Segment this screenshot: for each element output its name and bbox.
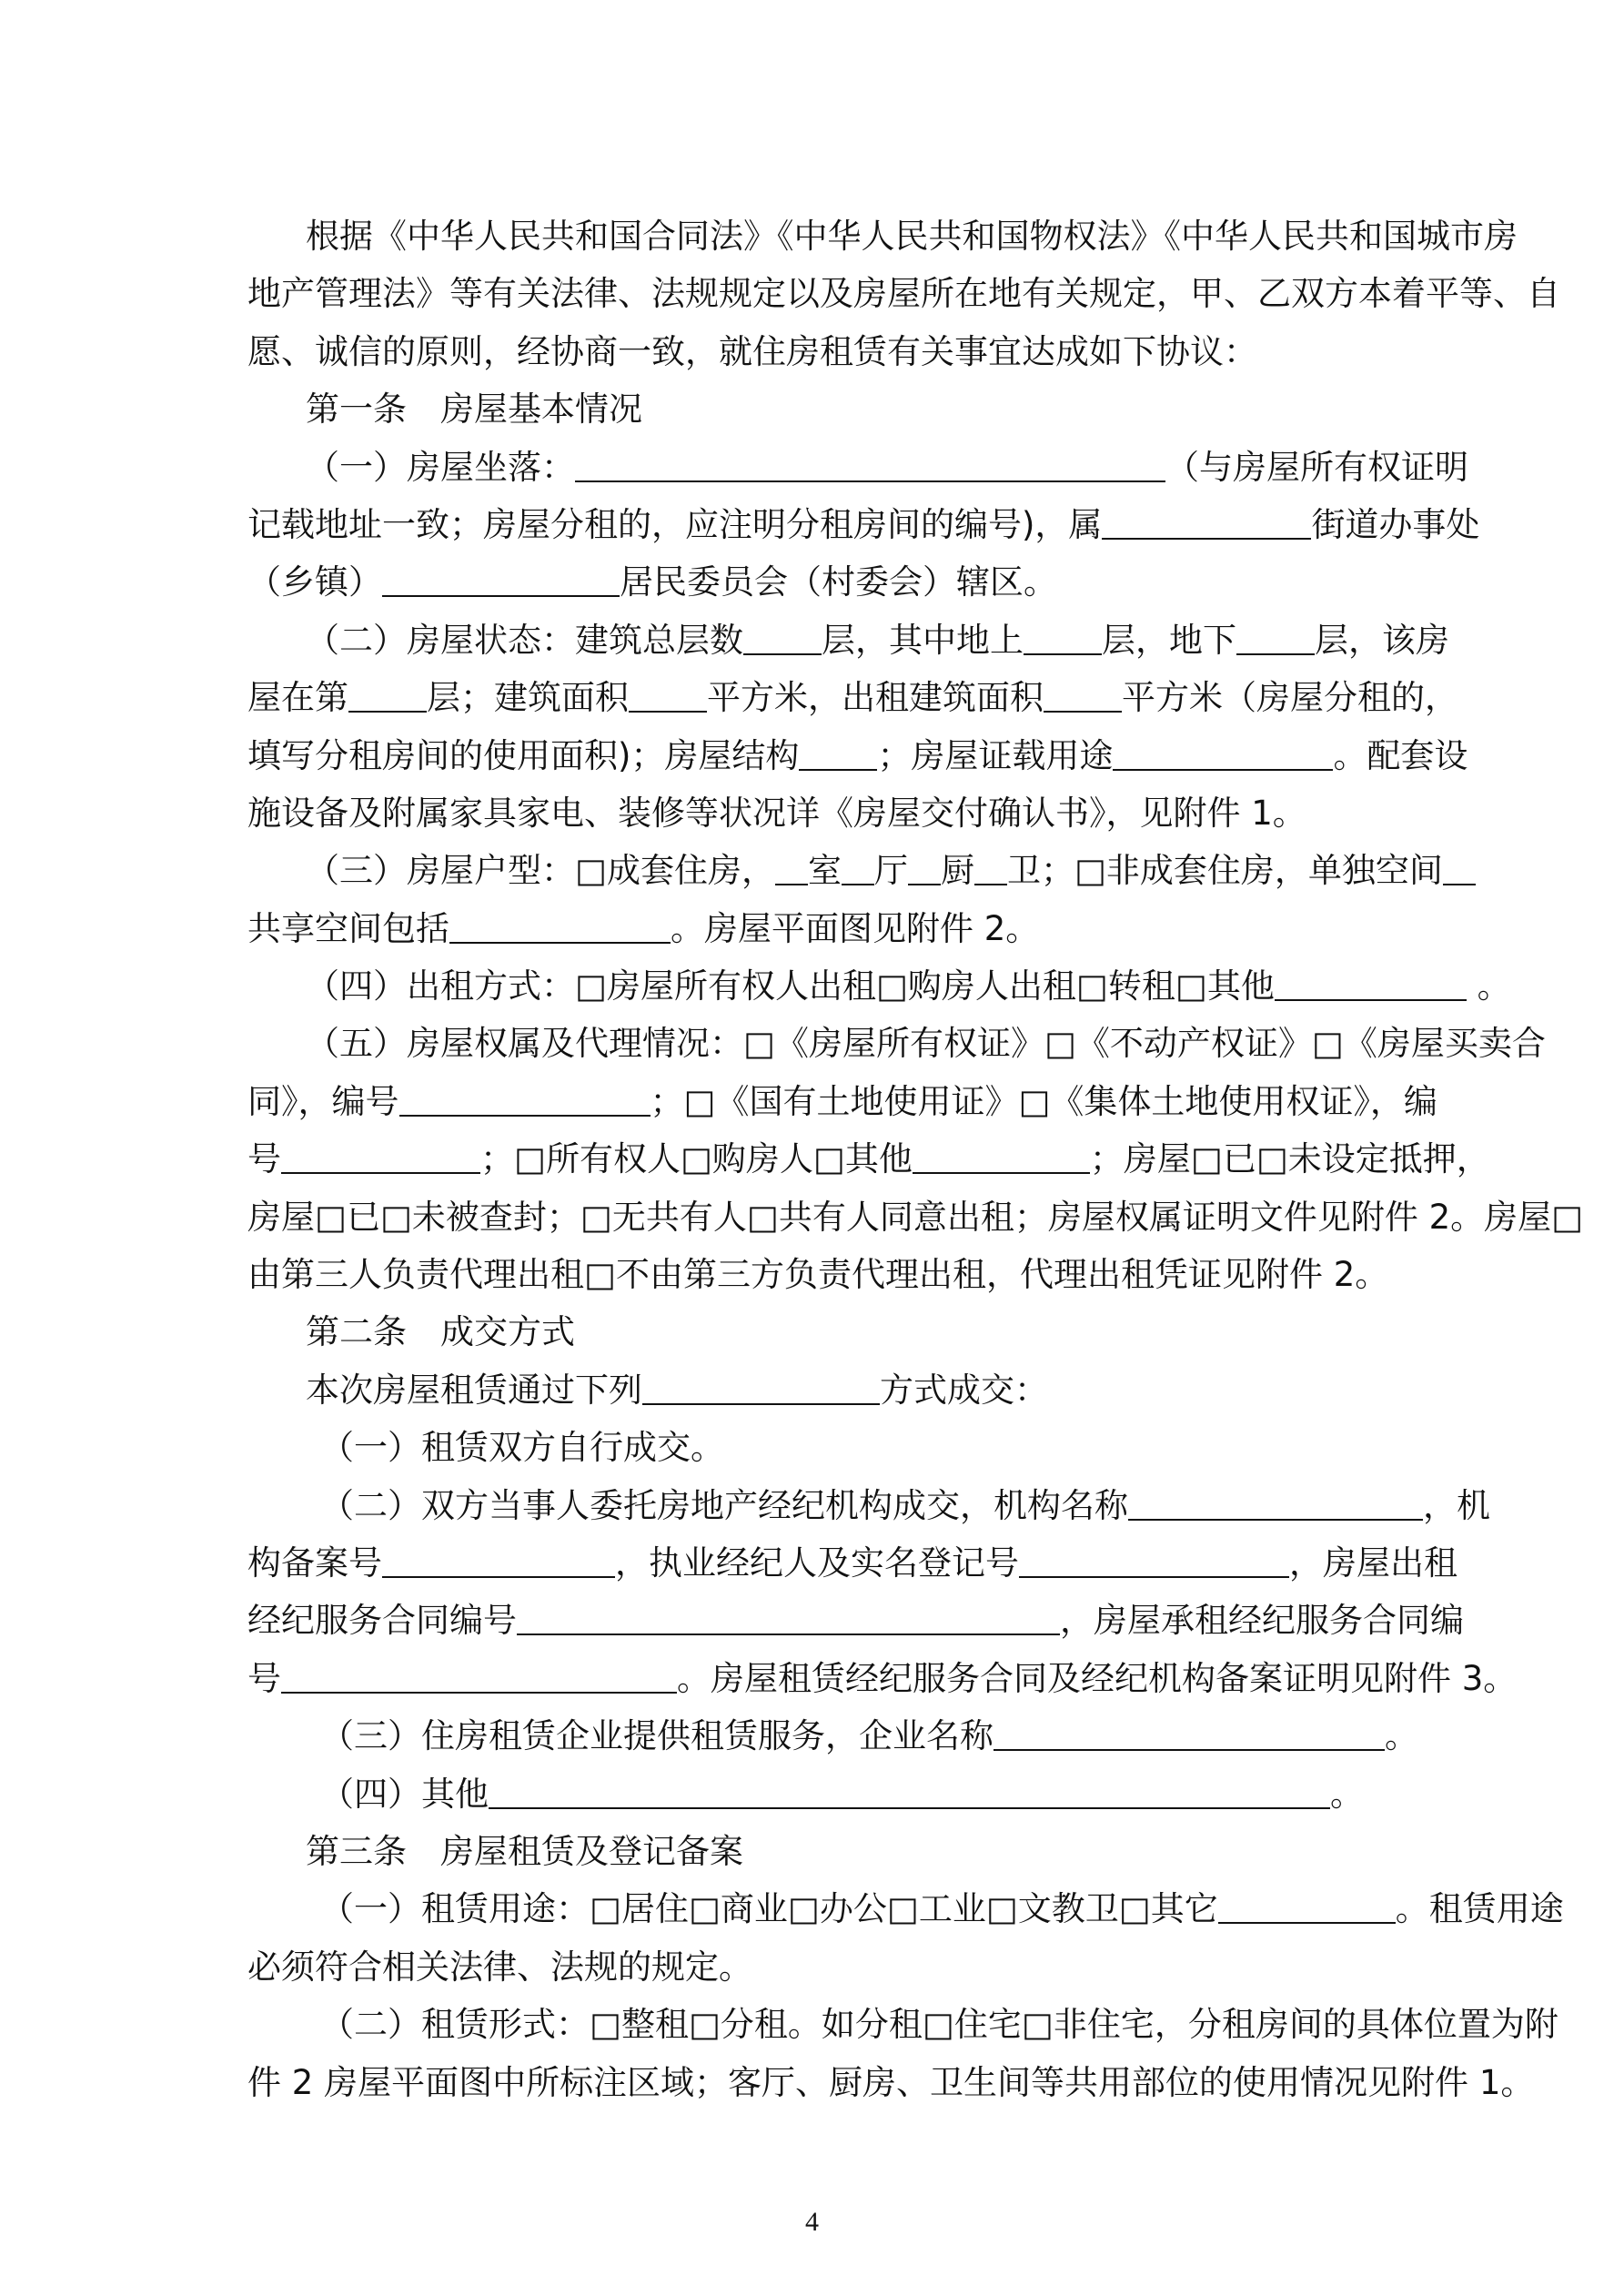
text: 同》，编号 xyxy=(247,1081,399,1121)
fill-blank[interactable] xyxy=(348,669,427,713)
fill-blank[interactable] xyxy=(517,1592,1060,1635)
paragraph-line xyxy=(247,1477,1490,1534)
fill-blank[interactable] xyxy=(1218,1880,1396,1924)
text: 。配套设 xyxy=(1333,735,1468,775)
paragraph-line xyxy=(247,1073,1437,1130)
paragraph-line xyxy=(247,207,1518,265)
fill-blank[interactable] xyxy=(281,1130,480,1174)
paragraph-line xyxy=(247,1419,1387,1476)
text: 。房屋平面图见附件 2。 xyxy=(671,908,1040,948)
text: 号 xyxy=(247,1139,281,1179)
fill-blank[interactable] xyxy=(449,900,671,944)
contract-page-body xyxy=(247,207,1584,2111)
text: 经纪服务合同编号 xyxy=(247,1601,517,1641)
text: 。租赁用途 xyxy=(1395,1889,1564,1929)
paragraph-line xyxy=(247,1246,1387,1303)
text: 层，其中地上 xyxy=(822,620,1024,660)
paragraph-line xyxy=(247,1130,1490,1188)
fill-blank[interactable] xyxy=(842,842,874,885)
fill-blank[interactable] xyxy=(1236,612,1315,655)
fill-blank-subdistrict[interactable] xyxy=(1102,496,1311,540)
text: ；□《国有土地使用证》□《集体土地使用权证》，编 xyxy=(650,1081,1437,1121)
text: （三）住房租赁企业提供租赁服务，企业名称 xyxy=(320,1716,994,1756)
fill-blank[interactable] xyxy=(281,1650,677,1694)
text: 。 xyxy=(1385,1716,1418,1756)
paragraph-line xyxy=(247,553,1387,611)
text: ，房屋承租经纪服务合同编 xyxy=(1060,1601,1464,1641)
text: 愿、诚信的原则，经协商一致，就住房租赁有关事宜达成如下协议： xyxy=(247,331,1257,371)
fill-blank[interactable] xyxy=(775,842,808,885)
text: 第三条 房屋租赁及登记备案 xyxy=(306,1831,743,1871)
text: （二）双方当事人委托房地产经纪机构成交，机构名称 xyxy=(320,1485,1128,1525)
fill-blank[interactable] xyxy=(489,1765,1330,1809)
text: （二）租赁形式：□整租□分租。如分租□住宅□非住宅，分租房间的具体位置为附 xyxy=(320,2005,1558,2045)
text: 层，该房 xyxy=(1315,620,1449,660)
text: 屋在第 xyxy=(247,678,348,718)
text: 根据《中华人民共和国合同法》《中华人民共和国物权法》《中华人民共和国城市房 xyxy=(306,217,1518,256)
text: 平方米（房屋分租的， xyxy=(1122,678,1458,718)
fill-blank[interactable] xyxy=(642,1361,880,1405)
fill-blank[interactable] xyxy=(1275,957,1467,1001)
paragraph-line xyxy=(247,1650,1518,1707)
paragraph-line xyxy=(247,323,1387,380)
fill-blank[interactable] xyxy=(994,1707,1385,1751)
fill-blank-committee[interactable] xyxy=(382,553,620,597)
paragraph-line xyxy=(247,439,1468,496)
paragraph-line xyxy=(247,2054,1535,2111)
text: （五）房屋权属及代理情况：□《房屋所有权证》□《不动产权证》□《房屋买卖合 xyxy=(306,1024,1546,1064)
fill-blank-address[interactable] xyxy=(575,439,1165,482)
text: 。 xyxy=(1466,966,1511,1006)
paragraph-line xyxy=(247,1361,1387,1419)
text: 厨 xyxy=(940,851,974,891)
article-heading xyxy=(247,1823,1387,1880)
paragraph-line xyxy=(247,1765,1387,1823)
text: 。房屋租赁经纪服务合同及经纪机构备案证明见附件 3。 xyxy=(677,1658,1518,1698)
fill-blank[interactable] xyxy=(1044,669,1122,713)
text: 由第三人负责代理出租□不由第三方负责代理出租，代理出租凭证见附件 2。 xyxy=(247,1255,1389,1295)
text: ，执业经纪人及实名登记号 xyxy=(615,1542,1019,1583)
fill-blank[interactable] xyxy=(1024,612,1102,655)
article-heading xyxy=(247,1303,1387,1360)
text: 方式成交： xyxy=(880,1370,1048,1410)
fill-blank[interactable] xyxy=(629,669,707,713)
text: 第一条 房屋基本情况 xyxy=(306,389,642,430)
text: 。 xyxy=(1330,1774,1364,1814)
text: （与房屋所有权证明 xyxy=(1165,447,1468,487)
text: 室 xyxy=(807,851,842,891)
text: 必须符合相关法律、法规的规定。 xyxy=(247,1947,752,1987)
text: 记载地址一致；房屋分租的，应注明分租房间的编号)，属 xyxy=(247,504,1103,544)
text: 构备案号 xyxy=(247,1542,382,1583)
text: 厅 xyxy=(873,851,908,891)
fill-blank[interactable] xyxy=(1113,727,1333,771)
fill-blank[interactable] xyxy=(399,1073,651,1117)
paragraph-line xyxy=(247,612,1449,669)
text: 房屋□已□未被查封；□无共有人□共有人同意出租；房屋权属证明文件见附件 2。房屋□ xyxy=(247,1197,1584,1237)
text: （一）租赁用途：□居住□商业□办公□工业□文教卫□其它 xyxy=(320,1889,1218,1929)
paragraph-line xyxy=(247,957,1511,1015)
paragraph-line xyxy=(247,1188,1584,1246)
paragraph-line xyxy=(247,1996,1558,2053)
text: （一）房屋坐落： xyxy=(306,447,575,487)
fill-blank[interactable] xyxy=(908,842,941,885)
article-heading xyxy=(247,380,1387,438)
text: 卫；□非成套住房，单独空间 xyxy=(1006,851,1443,891)
text: 施设备及附属家具家电、装修等状况详《房屋交付确认书》，见附件 1。 xyxy=(247,793,1306,833)
paragraph-line xyxy=(247,842,1443,899)
text: 街道办事处 xyxy=(1311,504,1480,544)
text: （一）租赁双方自行成交。 xyxy=(320,1428,724,1468)
fill-blank[interactable] xyxy=(974,842,1007,885)
text: ，房屋出租 xyxy=(1289,1542,1458,1583)
text: 层；建筑面积 xyxy=(427,678,629,718)
text: 填写分租房间的使用面积)；房屋结构 xyxy=(247,735,800,775)
paragraph-line xyxy=(247,784,1387,842)
text: 共享空间包括 xyxy=(247,908,449,948)
fill-blank[interactable] xyxy=(743,612,822,655)
text: 本次房屋租赁通过下列 xyxy=(306,1370,642,1410)
fill-blank[interactable] xyxy=(913,1130,1090,1174)
text: 第二条 成交方式 xyxy=(306,1312,575,1352)
paragraph-line xyxy=(247,900,1387,957)
text: （四）其他 xyxy=(320,1774,489,1814)
text: ；□所有权人□购房人□其他 xyxy=(480,1139,913,1179)
text: （四）出租方式：□房屋所有权人出租□购房人出租□转租□其他 xyxy=(306,966,1275,1006)
fill-blank[interactable] xyxy=(1128,1477,1423,1521)
fill-blank[interactable] xyxy=(1019,1534,1289,1578)
paragraph-line xyxy=(247,1880,1564,1937)
text: 地产管理法》等有关法律、法规规定以及房屋所在地有关规定，甲、乙双方本着平等、自 xyxy=(247,274,1560,314)
text: 层，地下 xyxy=(1102,620,1236,660)
fill-blank[interactable] xyxy=(382,1534,615,1578)
paragraph-line xyxy=(247,1707,1418,1765)
page-number: 4 xyxy=(805,2207,819,2237)
fill-blank[interactable] xyxy=(799,727,877,771)
paragraph-line xyxy=(247,496,1480,553)
text: （三）房屋户型：□成套住房， xyxy=(306,851,775,891)
fill-blank[interactable] xyxy=(1443,842,1476,885)
text: 居民委员会（村委会）辖区。 xyxy=(620,562,1057,602)
paragraph-line xyxy=(247,1938,1387,1996)
paragraph-line xyxy=(247,727,1468,784)
text: （乡镇） xyxy=(247,562,382,602)
text: （二）房屋状态：建筑总层数 xyxy=(306,620,743,660)
text: 件 2 房屋平面图中所标注区域；客厅、厨房、卫生间等共用部位的使用情况见附件 1。 xyxy=(247,2062,1535,2102)
paragraph-line xyxy=(247,669,1458,726)
text: ，机 xyxy=(1423,1485,1490,1525)
text: ；房屋证载用途 xyxy=(877,735,1114,775)
paragraph-line xyxy=(247,1015,1546,1072)
paragraph-line xyxy=(247,1592,1464,1649)
paragraph-line xyxy=(247,1534,1458,1592)
text: 平方米，出租建筑面积 xyxy=(707,678,1044,718)
text: 号 xyxy=(247,1658,281,1698)
paragraph-line xyxy=(247,265,1560,322)
text: ；房屋□已□未设定抵押， xyxy=(1089,1139,1490,1179)
